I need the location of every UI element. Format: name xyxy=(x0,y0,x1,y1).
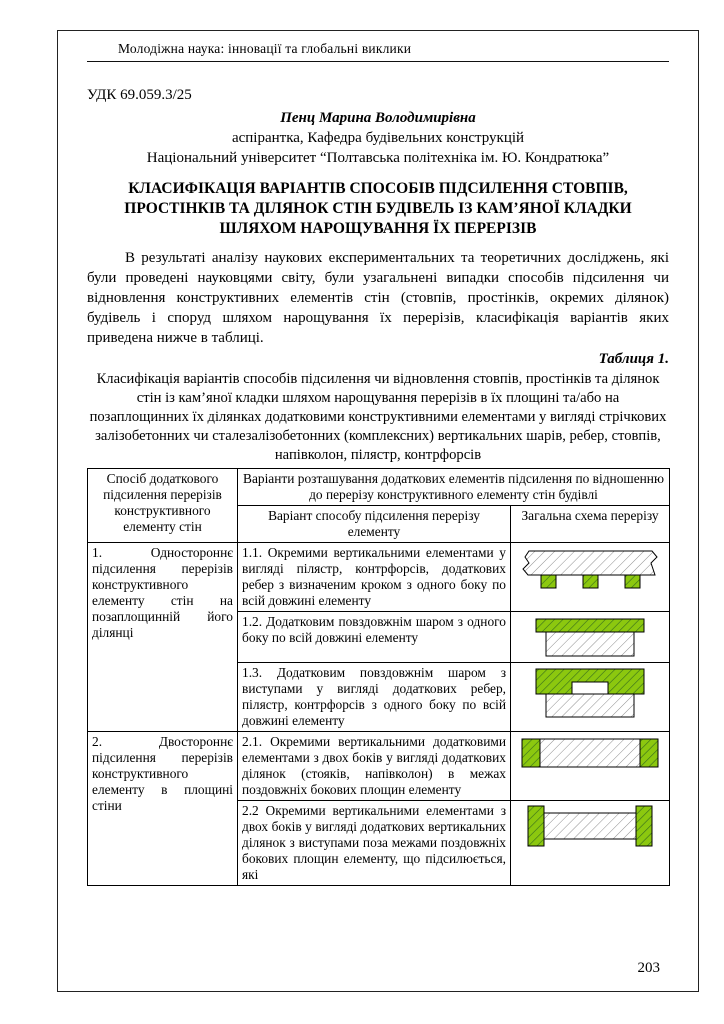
table-label: Таблиця 1. xyxy=(598,351,669,367)
schema-cell-1-2 xyxy=(511,612,670,663)
schema-layer-with-ribs-diagram xyxy=(534,665,646,721)
table-row-2-1 xyxy=(88,732,670,801)
reinforcement-layer xyxy=(536,619,644,632)
page-border-frame xyxy=(57,30,699,992)
header-variants-group: Варіанти розташування додаткових елементів підсилення по відношенню до перерізу конструктивного елементу стін будівлі xyxy=(238,469,670,506)
table-header-row-1 xyxy=(88,469,670,506)
reinforcement-layer-with-ribs xyxy=(536,669,644,694)
schema-pilasters-one-side-diagram xyxy=(521,545,659,595)
intro-paragraph: В результаті аналізу наукових експериментальних та теоретичних досліджень, які були проведені науковцями світу, були узагальнені випадки способів підсилення чи відновлення конструктивних елементів стін (стовпів, простінків, окремих ділянок) будівель і споруд шляхом нарощування їх перерізів, класифікація варіантів яких приведена нижче в таблиці. xyxy=(87,250,669,346)
table-row-1-1 xyxy=(88,543,670,612)
reinforcement-rib xyxy=(625,575,640,588)
page-content xyxy=(87,80,669,886)
schema-two-side-within-planes-diagram xyxy=(520,734,660,772)
reinforcement-end-block xyxy=(528,806,544,846)
schema-cell-2-1 xyxy=(511,732,670,801)
reinforcement-rib xyxy=(583,575,598,588)
header-schema-column: Загальна схема перерізу xyxy=(511,506,670,543)
masonry-wall-section xyxy=(546,694,634,717)
masonry-wall-section xyxy=(523,551,657,575)
page-number: 203 xyxy=(637,960,660,976)
header-method-column: Спосіб додаткового підсилення перерізів конструктивного елементу стін xyxy=(88,469,238,543)
schema-cell-2-2 xyxy=(511,801,670,886)
variant-cell-1-1: 1.1. Окремими вертикальними елементами у вигляді пілястр, контрфорсів, додаткових ребер з визначеним кроком з одного боку по всій довжині елементу xyxy=(238,543,511,612)
reinforcement-rib xyxy=(541,575,556,588)
schema-cell-1-1 xyxy=(511,543,670,612)
running-header: Молодіжна наука: інновації та глобальні виклики xyxy=(118,41,412,56)
masonry-wall-section xyxy=(546,632,634,656)
table-caption: Класифікація варіантів способів підсилення чи відновлення стовпів, простінків та ділянок стін із кам’яної кладки шляхом нарощування перерізів в їх площині та/або на позаплощинних їх ділянках додатковими конструктивними елементами у вигляді стрічкових залізобетонних чи сталезалізобетонних (комплексних) вертикальних шарів, ребер, стовпів, напівколон, пілястр, контрфорсів xyxy=(89,371,667,463)
header-variant-column: Варіант способу підсилення перерізу елементу xyxy=(238,506,511,543)
article-title: КЛАСИФІКАЦІЯ ВАРІАНТІВ СПОСОБІВ ПІДСИЛЕННЯ СТОВПІВ, ПРОСТІНКІВ ТА ДІЛЯНОК СТІН БУДІВЕЛЬ ІЗ КАМ’ЯНОЇ КЛАДКИ ШЛЯХОМ НАРОЩУВАННЯ ЇХ ПЕРЕРІЗІВ xyxy=(124,180,632,237)
reinforcement-end-block xyxy=(640,739,658,767)
variant-cell-2-1: 2.1. Окремими вертикальними додатковими елементами з двох боків у вигляді додаткових ділянок (стояків, напівколон) в межах поздовжніх бокових площин елементу xyxy=(238,732,511,801)
method-cell-1: 1. Одностороннє підсилення перерізів конструктивного елементу стін на позаплощинній його ділянці xyxy=(88,543,238,732)
variant-cell-1-3: 1.3. Додатковим повздовжнім шаром з виступами у вигляді додаткових ребер, пілястр, контрфорсів з одного боку по всій довжині елементу xyxy=(238,663,511,732)
udc-code: УДК 69.059.3/25 xyxy=(87,87,192,103)
institution: Національний університет “Полтавська політехніка ім. Ю. Кондратюка” xyxy=(146,150,610,166)
author-role: аспірантка, Кафедра будівельних конструкцій xyxy=(231,130,525,146)
variant-cell-2-2: 2.2 Окремими вертикальними елементами з двох боків у вигляді додаткових вертикальних ділянок з виступами поза межами поздовжніх бокових площин елементу, що підсилюється, які xyxy=(238,801,511,886)
reinforcement-end-block xyxy=(522,739,540,767)
masonry-wall-section xyxy=(540,739,640,767)
masonry-wall-section xyxy=(544,813,636,839)
reinforcement-end-block xyxy=(636,806,652,846)
author-name: Пенц Марина Володимирівна xyxy=(280,110,476,126)
schema-cell-1-3 xyxy=(511,663,670,732)
schema-two-side-protruding-diagram xyxy=(520,803,660,849)
method-cell-2: 2. Двостороннє підсилення перерізів конструктивного елементу в площині стіни xyxy=(88,732,238,886)
schema-layer-one-side-diagram xyxy=(534,614,646,660)
classification-table xyxy=(87,468,670,886)
variant-cell-1-2: 1.2. Додатковим повздовжнім шаром з одного боку по всій довжині елементу xyxy=(238,612,511,663)
header-rule xyxy=(87,61,669,62)
